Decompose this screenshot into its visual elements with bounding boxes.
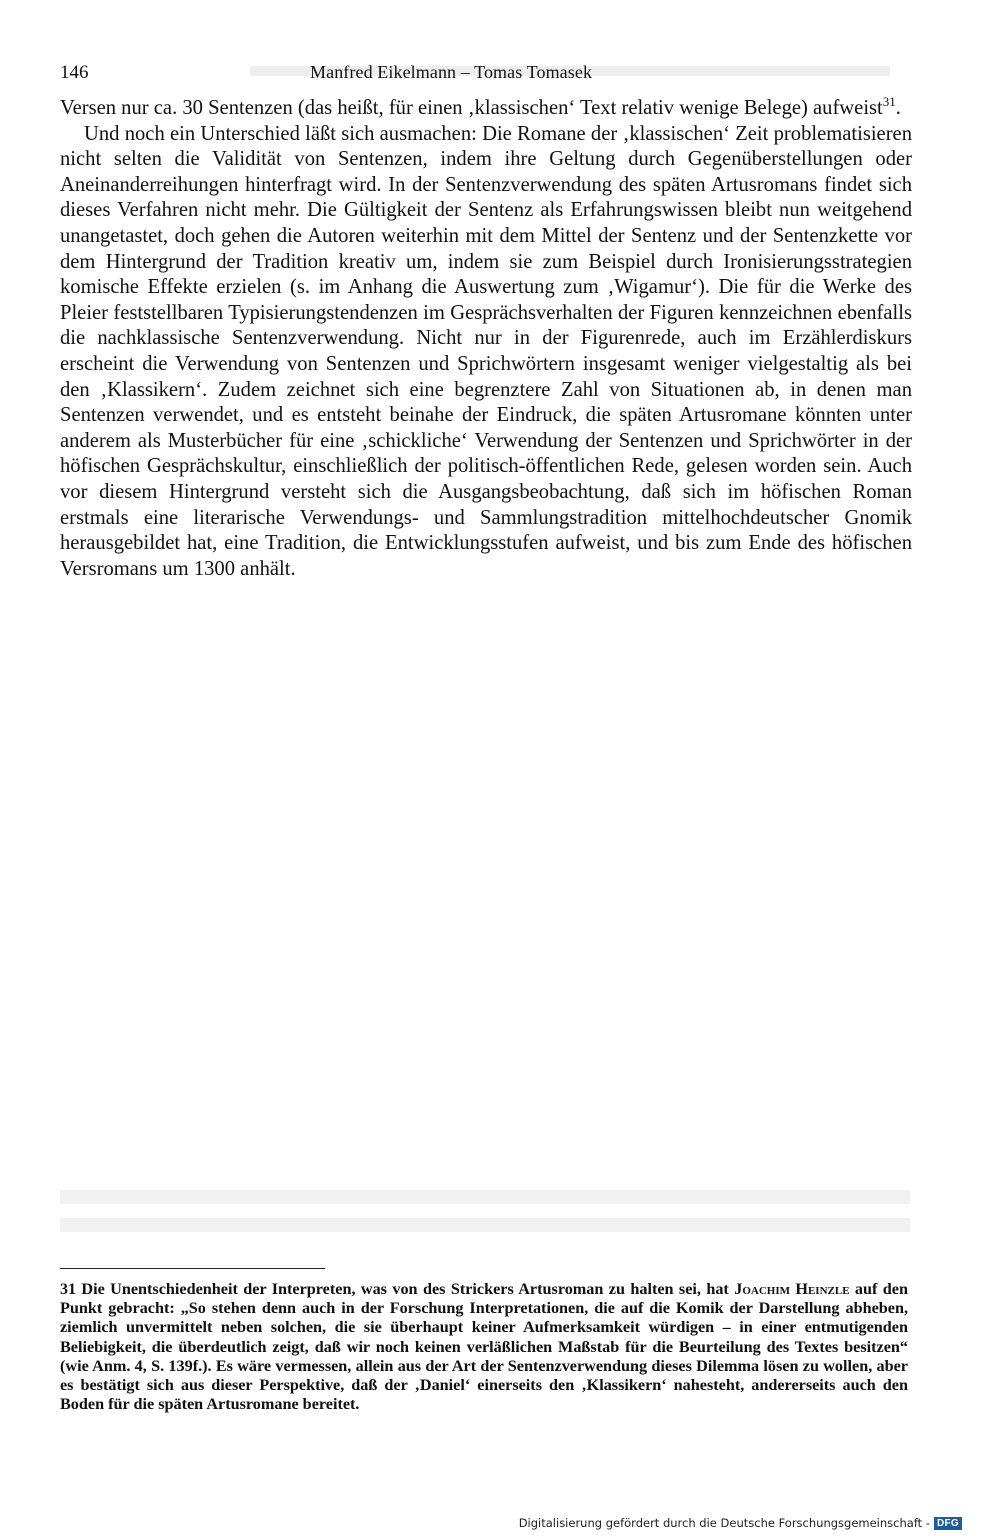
footnote-divider bbox=[60, 1268, 325, 1269]
credit-text: Digitalisierung gefördert durch die Deutsche Forschungsgemeinschaft - bbox=[518, 1516, 930, 1530]
book-page bbox=[60, 62, 912, 582]
digitization-credit bbox=[519, 1516, 962, 1530]
show-through-band bbox=[60, 1190, 910, 1204]
paragraph-text: . bbox=[895, 97, 901, 119]
footnote-text: auf den Punkt gebracht: „So stehen denn auch in der Forschung Interpretationen, die auf die Komik der Darstellung abheben, ziemlich unvermittelt neben solchen, die sie überhaupt keiner Aufmerksamkeit würdigen – in einer entmutigenden Beliebigkeit, die überdeutlich zeigt, daß wir noch keinen verläßlichen Maßstab für die Beurteilung des Textes besitzen“ (wie Anm. 4, S. 139f.). Es wäre vermessen, allein aus der Art der Sentenzverwendung dieses Dilemma lösen zu wollen, aber es bestätigt sich aus dieser Perspektive, daß der ‚Daniel‘ einerseits den ‚Klassikern‘ nahesteht, andererseits auch den Boden für die späten Artusromane bereitet. bbox=[60, 1280, 908, 1414]
footnote-number: 31 bbox=[60, 1281, 76, 1298]
paragraph bbox=[60, 96, 912, 122]
body-text bbox=[60, 96, 912, 582]
dfg-logo: DFG bbox=[934, 1517, 962, 1530]
page-header bbox=[60, 62, 912, 90]
footnote-text: Die Unentschiedenheit der Interpreten, was von des Strickers Artusroman zu halten sei, hat bbox=[76, 1280, 735, 1298]
footnote bbox=[60, 1280, 908, 1414]
paragraph-text: Versen nur ca. 30 Sentenzen (das heißt, für einen ‚klassischen‘ Text relativ wenige Belege) aufweist bbox=[60, 97, 883, 119]
running-head: Manfred Eikelmann – Tomas Tomasek bbox=[310, 62, 593, 82]
footnote-reference: 31 bbox=[882, 94, 896, 110]
paragraph: Und noch ein Unterschied läßt sich ausmachen: Die Romane der ‚klassischen‘ Zeit problematisieren nicht selten die Validität von Sentenzen, indem ihre Geltung durch Gegenüberstellungen oder Aneinanderreihungen hinterfragt wird. In der Sentenzverwendung des späten Artusromans findet sich dieses Verfahren nicht mehr. Die Gültigkeit der Sentenz als Erfahrungswissen bleibt nun weitgehend unangetastet, doch gehen die Autoren weiterhin mit dem Mittel der Sentenz und der Sentenzkette vor dem Hintergrund der Tradition kreativ um, indem sie zum Beispiel durch Ironisierungsstrategien komische Effekte erzielen (s. im Anhang die Auswertung zum ‚Wigamur‘). Die für die Werke des Pleier feststellbaren Typisierungstendenzen im Gesprächsverhalten der Figuren kennzeichnen ebenfalls die nachklassische Sentenzverwendung. Nicht nur in der Figurenrede, auch im Erzählerdiskurs erscheint die Verwendung von Sentenzen und Sprichwörtern insgesamt weniger vielgestaltig als bei den ‚Klassikern‘. Zudem zeichnet sich eine begrenztere Zahl von Situationen ab, in denen man Sentenzen verwendet, und es entsteht beinahe der Eindruck, die späten Artusromane könnten unter anderem als Musterbücher für eine ‚schickliche‘ Verwendung der Sentenzen und Sprichwörter in der höfischen Gesprächskultur, einschließlich der politisch-öffentlichen Rede, gelesen worden sein. Auch vor diesem Hintergrund versteht sich die Ausgangsbeobachtung, daß sich im höfischen Roman erstmals eine literarische Verwendungs- und Sammlungstradition mittelhochdeutscher Gnomik herausgebildet hat, eine Tradition, die Entwicklungsstufen aufweist, und bis zum Ende des höfischen Versromans um 1300 anhält. bbox=[60, 122, 912, 580]
page-number: 146 bbox=[60, 62, 89, 83]
show-through-band bbox=[60, 1218, 910, 1232]
footnote-author-name: Joachim Heinzle bbox=[734, 1280, 850, 1298]
